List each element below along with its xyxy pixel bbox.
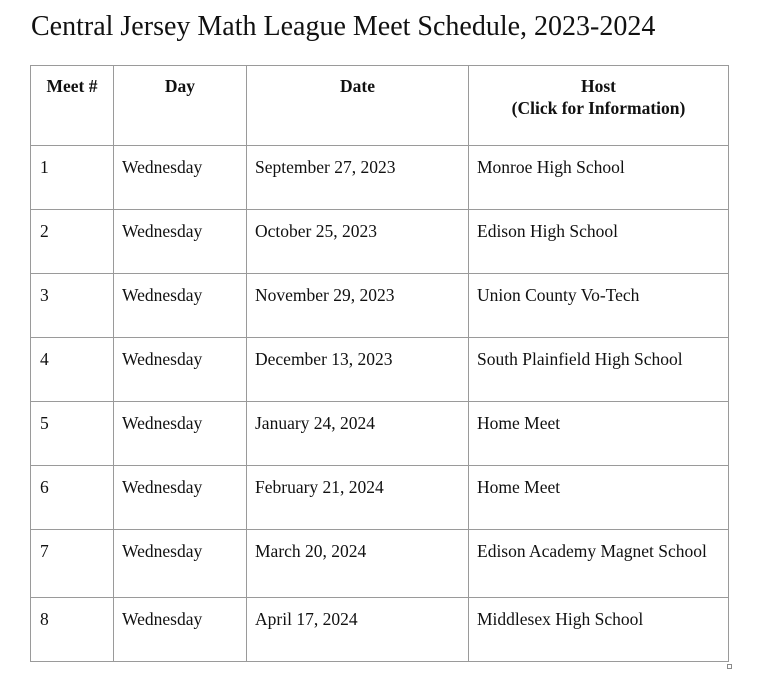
- host-link-edison-academy[interactable]: Edison Academy Magnet School: [477, 541, 707, 561]
- day-cell: Wednesday: [114, 210, 247, 274]
- table-row: [31, 210, 729, 274]
- day-cell: Wednesday: [114, 402, 247, 466]
- host-cell: [469, 466, 729, 530]
- table-row: [31, 466, 729, 530]
- day-cell: Wednesday: [114, 466, 247, 530]
- host-cell: [469, 146, 729, 210]
- host-link-edison[interactable]: Edison High School: [477, 221, 618, 241]
- meet-number-cell: 1: [31, 146, 114, 210]
- host-text-home: Home Meet: [477, 413, 561, 433]
- day-cell: Wednesday: [114, 598, 247, 662]
- date-cell: March 20, 2024: [247, 530, 469, 598]
- header-day: Day: [114, 66, 247, 146]
- meet-number-cell: 3: [31, 274, 114, 338]
- meet-number-cell: 8: [31, 598, 114, 662]
- date-cell: February 21, 2024: [247, 466, 469, 530]
- meet-schedule-table: [30, 65, 729, 662]
- date-cell: January 24, 2024: [247, 402, 469, 466]
- host-text-home: Home Meet: [477, 477, 561, 497]
- header-meet-num: Meet #: [31, 66, 114, 146]
- host-link-union-county[interactable]: Union County Vo-Tech: [477, 285, 640, 305]
- header-host: [469, 66, 729, 146]
- table-row: [31, 598, 729, 662]
- meet-number-cell: 5: [31, 402, 114, 466]
- host-link-middlesex[interactable]: Middlesex High School: [477, 609, 644, 629]
- date-cell: April 17, 2024: [247, 598, 469, 662]
- date-cell: December 13, 2023: [247, 338, 469, 402]
- table-row: [31, 402, 729, 466]
- table-row: [31, 530, 729, 598]
- host-cell: [469, 598, 729, 662]
- table-row: [31, 274, 729, 338]
- day-cell: Wednesday: [114, 530, 247, 598]
- meet-number-cell: 2: [31, 210, 114, 274]
- page-title: Central Jersey Math League Meet Schedule, 2023-2024: [31, 11, 656, 42]
- host-link-south-plainfield[interactable]: South Plainfield High School: [477, 349, 683, 369]
- host-cell: [469, 210, 729, 274]
- host-cell: [469, 338, 729, 402]
- table-header-row: [31, 66, 729, 146]
- header-host-hint: (Click for Information): [511, 98, 686, 118]
- host-cell: [469, 274, 729, 338]
- host-cell: [469, 402, 729, 466]
- header-date: Date: [247, 66, 469, 146]
- meet-number-cell: 7: [31, 530, 114, 598]
- date-cell: September 27, 2023: [247, 146, 469, 210]
- day-cell: Wednesday: [114, 338, 247, 402]
- date-cell: October 25, 2023: [247, 210, 469, 274]
- day-cell: Wednesday: [114, 274, 247, 338]
- day-cell: Wednesday: [114, 146, 247, 210]
- table-row: [31, 146, 729, 210]
- header-host-label: Host: [581, 76, 616, 96]
- meet-number-cell: 6: [31, 466, 114, 530]
- host-link-monroe[interactable]: Monroe High School: [477, 157, 625, 177]
- meet-number-cell: 4: [31, 338, 114, 402]
- date-cell: November 29, 2023: [247, 274, 469, 338]
- table-resize-handle[interactable]: [727, 664, 732, 669]
- table-row: [31, 338, 729, 402]
- host-cell: [469, 530, 729, 598]
